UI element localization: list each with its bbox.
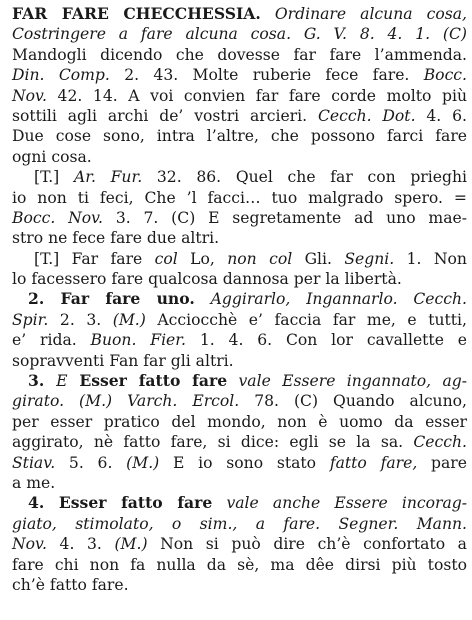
- text-run: vale anche Essere incorag-: [226, 494, 467, 513]
- entry-line: [12, 188, 467, 208]
- text-run: aggirato, nè fatto fare, si dice: egli se la sa.: [12, 433, 414, 452]
- text-run: 42. 14. A voi convien far fare corde molto più: [46, 86, 467, 105]
- entry-line: [12, 351, 467, 371]
- entry-line: [12, 432, 467, 452]
- entry-line: [12, 45, 467, 65]
- entry-line: [12, 555, 467, 575]
- text-run: fare chi non fa nulla da sè, ma dêe dirsi più tosto: [12, 555, 467, 574]
- text-run: 2. 3.: [48, 310, 113, 329]
- text-run: Spir.: [12, 310, 49, 329]
- text-run: [261, 5, 275, 23]
- text-run: 4. 3.: [46, 535, 115, 554]
- entry-line: [12, 575, 467, 595]
- entry-line: [12, 330, 467, 350]
- text-run: Stiav.: [12, 453, 56, 472]
- text-run: io non ti feci, Che ’l facci… tuo malgrado spero. =: [12, 188, 467, 207]
- text-run: e’ rida.: [12, 331, 91, 350]
- entry-line: [12, 167, 467, 187]
- text-run: Gli.: [292, 249, 345, 268]
- entry-line: [12, 147, 467, 167]
- entry-line: [12, 249, 467, 269]
- dictionary-entry: [12, 4, 467, 595]
- text-run: [212, 494, 226, 512]
- text-run: (M.): [112, 310, 146, 329]
- text-run: Aggirarlo, Ingannarlo. Cecch.: [210, 290, 467, 309]
- text-run: per esser pratico del mondo, non è uomo da esser: [12, 412, 467, 431]
- text-run: 32. 86. Quel che far con prieghi: [142, 168, 467, 187]
- text-run: FAR FARE CHECCHESSIA.: [12, 4, 261, 23]
- text-run: Esser fatto fare: [67, 371, 228, 391]
- text-run: col: [154, 249, 178, 268]
- text-run: Nov.: [12, 86, 47, 105]
- text-run: Non si può dire ch’è confortato a: [147, 535, 467, 554]
- entry-line: [12, 86, 467, 106]
- text-run: Din. Comp.: [12, 66, 110, 85]
- text-run: 1. 4. 6. Con lor cavallette e: [186, 331, 467, 350]
- text-run: (M.): [114, 535, 148, 554]
- entry-line: [12, 453, 467, 473]
- text-run: Lo,: [177, 249, 228, 268]
- text-run: Mandogli dicendo che dovesse far fare l’ammenda.: [12, 45, 467, 64]
- entry-line: [12, 4, 467, 24]
- text-run: E: [56, 372, 68, 391]
- entry-line: [12, 228, 467, 248]
- text-run: Buon. Fier.: [90, 331, 186, 350]
- text-run: Ordinare alcuna cosa,: [274, 5, 467, 23]
- text-run: Costringere a fare alcuna cosa. G. V. 8. 4. 1. (C): [12, 25, 467, 44]
- entry-line: [12, 126, 467, 146]
- text-run: Cecch. Dot.: [317, 106, 416, 125]
- entry-line: [12, 106, 467, 126]
- text-run: Acciocchè e’ faccia far me, e tutti,: [145, 310, 467, 329]
- entry-line: [12, 65, 467, 85]
- text-run: Due cose sono, intra l’altre, che possono farci fare: [12, 127, 467, 146]
- text-run: 2. 43. Molte ruberie fece fare.: [109, 66, 424, 85]
- text-run: giato, stimolato, o sim., a fare. Segner. Mann.: [12, 514, 467, 533]
- text-run: [195, 290, 211, 308]
- entry-line: [12, 391, 467, 411]
- entry-line: [12, 493, 467, 513]
- text-run: (M.): [126, 453, 160, 472]
- entry-line: [12, 534, 467, 554]
- text-run: a me.: [12, 473, 56, 492]
- text-run: pare: [417, 453, 467, 472]
- entry-line: [12, 24, 467, 44]
- entry-line: [12, 310, 467, 330]
- text-run: stro ne fece fare due altri.: [12, 229, 220, 248]
- text-run: Cecch.: [413, 433, 467, 452]
- entry-line: [12, 371, 467, 391]
- text-run: 78. (C) Quando alcuno,: [239, 392, 467, 411]
- entry-line: [12, 473, 467, 493]
- text-run: 4. Esser fatto fare: [28, 493, 213, 513]
- text-run: Bocc. Nov.: [12, 208, 104, 227]
- text-run: vale Essere ingannato, ag-: [238, 372, 468, 391]
- text-run: girato. (M.) Varch. Ercol.: [12, 392, 240, 411]
- entry-line: [12, 289, 467, 309]
- text-run: E io sono stato: [159, 453, 330, 472]
- text-run: 5. 6.: [55, 453, 127, 472]
- text-run: ogni cosa.: [12, 147, 92, 166]
- text-run: Nov.: [12, 535, 47, 554]
- text-run: Ar. Fur.: [73, 168, 143, 187]
- text-run: 1. Non: [394, 249, 467, 268]
- entry-line: [12, 412, 467, 432]
- text-run: Bocc.: [423, 66, 467, 85]
- text-run: [T.] Far fare: [34, 249, 155, 268]
- text-run: fatto fare,: [329, 453, 418, 472]
- text-run: sopravventi Fan far gli altri.: [12, 351, 234, 370]
- text-run: 3.: [28, 371, 57, 391]
- text-run: Segni.: [344, 249, 395, 268]
- text-run: sottili agli archi de’ vostri arcieri.: [12, 106, 318, 125]
- text-run: ch’è fatto fare.: [12, 575, 129, 594]
- entry-line: [12, 514, 467, 534]
- text-run: [T.]: [34, 168, 74, 187]
- text-run: lo facessero fare qualcosa dannosa per la libertà.: [12, 270, 402, 289]
- text-run: 2. Far fare uno.: [28, 289, 195, 309]
- entry-line: [12, 269, 467, 289]
- text-run: 4. 6.: [415, 106, 467, 125]
- text-run: 3. 7. (C) E segretamente ad uno mae-: [103, 208, 467, 227]
- entry-line: [12, 208, 467, 228]
- text-run: [227, 372, 238, 390]
- text-run: non col: [227, 249, 293, 268]
